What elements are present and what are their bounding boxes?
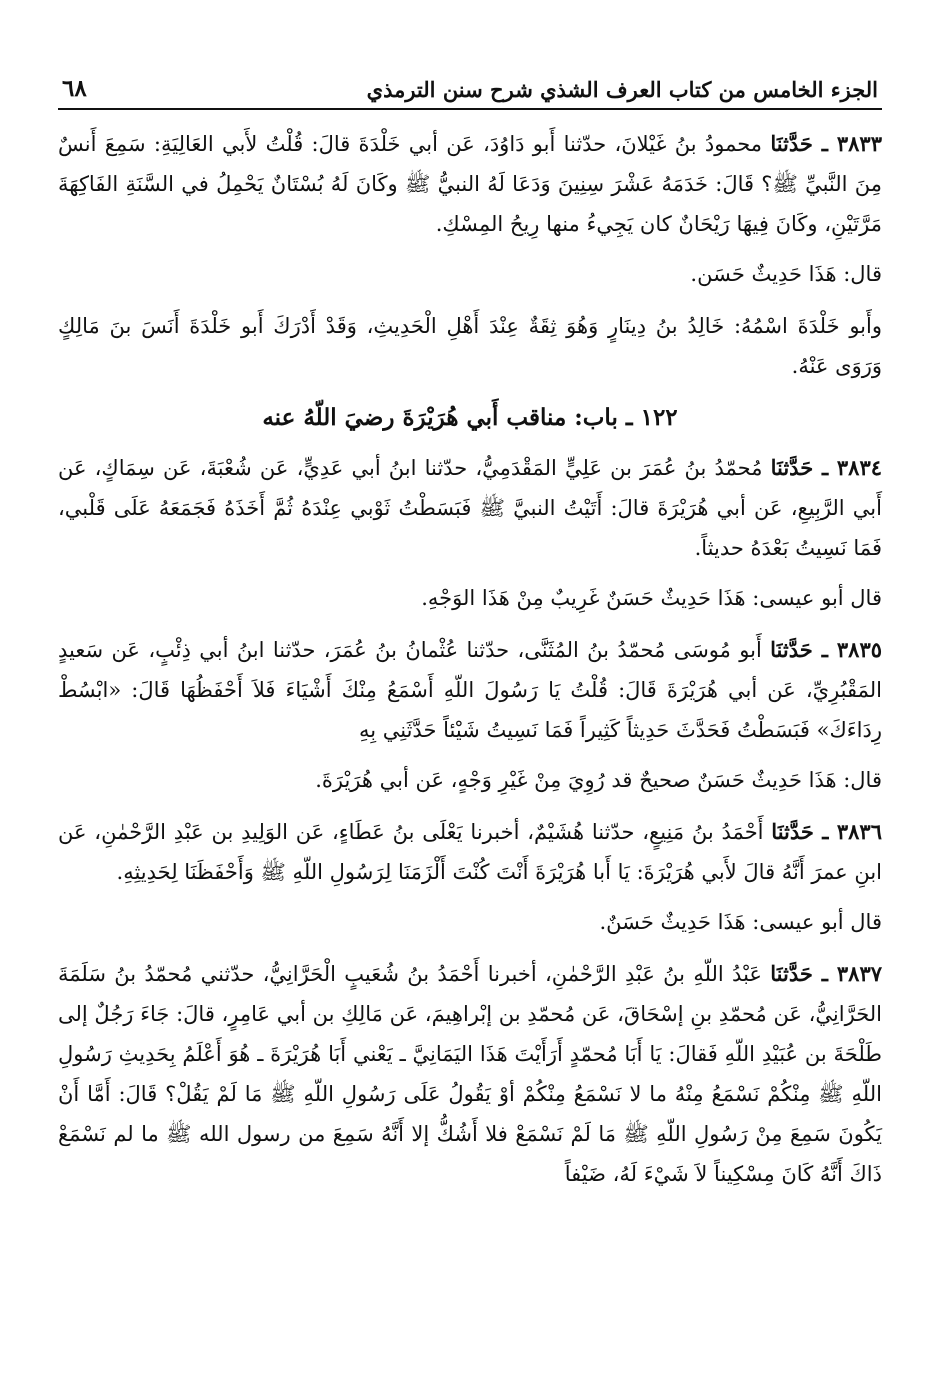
hadith-text: أَحْمَدُ بنُ مَنِيعٍ، حدّثنا هُشَيْمٌ، أخبرنا يَعْلَى بنُ عَطَاءٍ، عَن الوَلِيدِ بن عَبْدِ الرَّحْمٰنِ، عَن ابنِ عمرَ أَنَّهُ قالَ لأَبي هُرَيْرَةَ: يَا أَبا هُرَيْرَةَ أَنْتَ كُنْتَ أَلْزَمَنَا لِرَسُولِ اللّهِ ﷺ وَأَحْفَظَنَا لِحَدِيثِهِ.	[58, 820, 882, 884]
hadith-number: ٣٨٣٣ ـ حَدَّثنَا	[770, 131, 882, 156]
grading-note: قال: هَذَا حَدِيثٌ حَسَنٌ صحيحٌ قد رُوِيَ مِنْ غَيْرِ وَجْهٍ، عَن أبي هُرَيْرَةَ.	[315, 768, 882, 792]
running-header	[58, 70, 882, 110]
hadith-number: ٣٨٣٤ ـ حَدَّثنَا	[770, 455, 883, 480]
page-content	[58, 124, 882, 1194]
hadith-3833	[58, 124, 882, 244]
hadith-number: ٣٨٣٧ ـ حَدَّثنَا	[770, 961, 883, 986]
hadith-3836	[58, 812, 882, 892]
grading-note: قال أبو عيسى: هَذَا حَدِيثٌ حَسَنٌ.	[599, 910, 882, 934]
chapter-heading: ١٢٢ ـ باب: مناقب أَبي هُرَيْرَةَ رضيَ اللّهُ عنه	[262, 404, 678, 431]
page	[58, 70, 882, 1204]
hadith-3834	[58, 448, 882, 568]
hadith-text: محمودُ بنُ غَيْلانَ، حدّثنا أَبو دَاوُدَ، عَن أبي خَلْدَةَ قالَ: قُلْتُ لأَبي العَالِيَةِ: سَمِعَ أَنسٌ مِنَ النَّبيِّ ﷺ؟ قَالَ: خَدَمَهُ عَشْرَ سِنِينَ وَدَعَا لَهُ النبيُّ ﷺ وكَانَ لَهُ بُسْتَانٌ يَحْمِلُ في السَّنَةِ الفَاكِهَةَ مَرَّتَيْنِ، وكَانَ فِيهَا رَيْحَانٌ كان يَجِيءُ منها رِيحُ المِسْكِ.	[58, 132, 882, 236]
hadith-text: أَبو مُوسَى مُحمّدُ بنُ المُثَنَّى، حدّثنا عُثْمانُ بنُ عُمَرَ، حدّثنا ابنُ أبي ذِئْبٍ، عَن سَعيدٍ المَقْبُرِيِّ، عَن أبي هُرَيْرَةَ قَالَ: قُلْتُ يَا رَسُولَ اللّهِ أَسْمَعُ مِنْكَ أَشْيَاءَ فَلاَ أَحْفَظُهَا قَالَ: «ابْسُطْ رِدَاءَكَ» فَبَسَطْتُ فَحَدَّثَ حَدِيثاً كَثِيراً فَمَا نَسِيتُ شَيْئاً حَدَّثَنِي بِهِ	[58, 638, 882, 742]
hadith-3837	[58, 954, 882, 1194]
hadith-text: مُحمّدُ بنُ عُمَرَ بن عَلِيٍّ المَقْدَمِيُّ، حدّثنا ابنُ أبي عَدِيٍّ، عَن شُعْبَةَ، عَن سِمَاكٍ، عَن أَبي الرَّبِيعِ، عَن أبي هُرَيْرَةَ قالَ: أَتَيْتُ النبيَّ ﷺ فَبَسَطْتُ ثَوْبي عِنْدَهُ ثُمَّ أَخَذَهُ فَجَمَعَهُ عَلَى قَلْبي، فَمَا نَسِيتُ بَعْدَهُ حديثاً.	[58, 456, 882, 560]
hadith-text: عَبْدُ اللّهِ بنُ عَبْدِ الرَّحْمٰنِ، أخبرنا أَحْمَدُ بنُ شُعَيبٍ الْحَرَّانِيُّ، حدّثني مُحمّدُ بنُ سَلَمَةَ الحَرَّانِيُّ، عَن مُحمّدِ بنِ إسْحَاقَ، عَن مُحمّدِ بن إبْراهِيمَ، عَن مَالِكِ بن أبي عَامِرٍ، قالَ: جَاءَ رَجُلٌ إلى طَلْحَةَ بن عُبَيْدِ اللّهِ فَقالَ: يَا أَبَا مُحمّدٍ أَرَأَيْتَ هَذَا اليَمَانِيَّ ـ يَعْني أَبَا هُرَيْرَةَ ـ هُوَ أَعْلَمُ بِحَدِيثِ رَسُولِ اللّهِ ﷺ مِنْكُمْ نَسْمَعُ مِنْهُ ما لا نَسْمَعُ مِنْكُمْ أوْ يَقُولُ عَلَى رَسُولِ اللّهِ ﷺ مَا لَمْ يَقُلْ؟ قَالَ: أَمَّا أَنْ يَكُونَ سَمِعَ مِنْ رَسُولِ اللّهِ ﷺ مَا لَمْ نَسْمَعْ فلا أَشُكُّ إلا أَنَّهُ سَمِعَ من رسول الله ﷺ ما لم نَسْمَعْ ذَاكَ أَنَّهُ كَانَ مِسْكِيناً لاَ شَيْءَ لَهُ، ضَيْفاً	[58, 962, 882, 1186]
hadith-number: ٣٨٣٥ ـ حَدَّثنَا	[770, 637, 883, 662]
header-title: الجزء الخامس من كتاب العرف الشذي شرح سنن الترمذي	[366, 77, 878, 102]
page-number: ٦٨	[62, 75, 87, 102]
hadith-3835	[58, 630, 882, 750]
grading-note: قال أبو عيسى: هَذَا حَدِيثٌ حَسَنٌ غَرِيبٌ مِنْ هَذَا الوَجْهِ.	[421, 586, 882, 610]
grading-note: قال: هَذَا حَدِيثٌ حَسَن.	[690, 262, 882, 286]
hadith-number: ٣٨٣٦ ـ حَدَّثنَا	[771, 819, 882, 844]
narrator-note: وأَبو خَلْدَةَ اسْمُهُ: خَالِدُ بنُ دِينَارٍ وَهُوَ ثِقَةٌ عِنْدَ أَهْلِ الْحَدِيثِ، وَقَدْ أَدْرَكَ أَبو خَلْدَةَ أَنَسَ بنَ مَالِكٍ وَرَوَى عَنْهُ.	[58, 314, 882, 378]
